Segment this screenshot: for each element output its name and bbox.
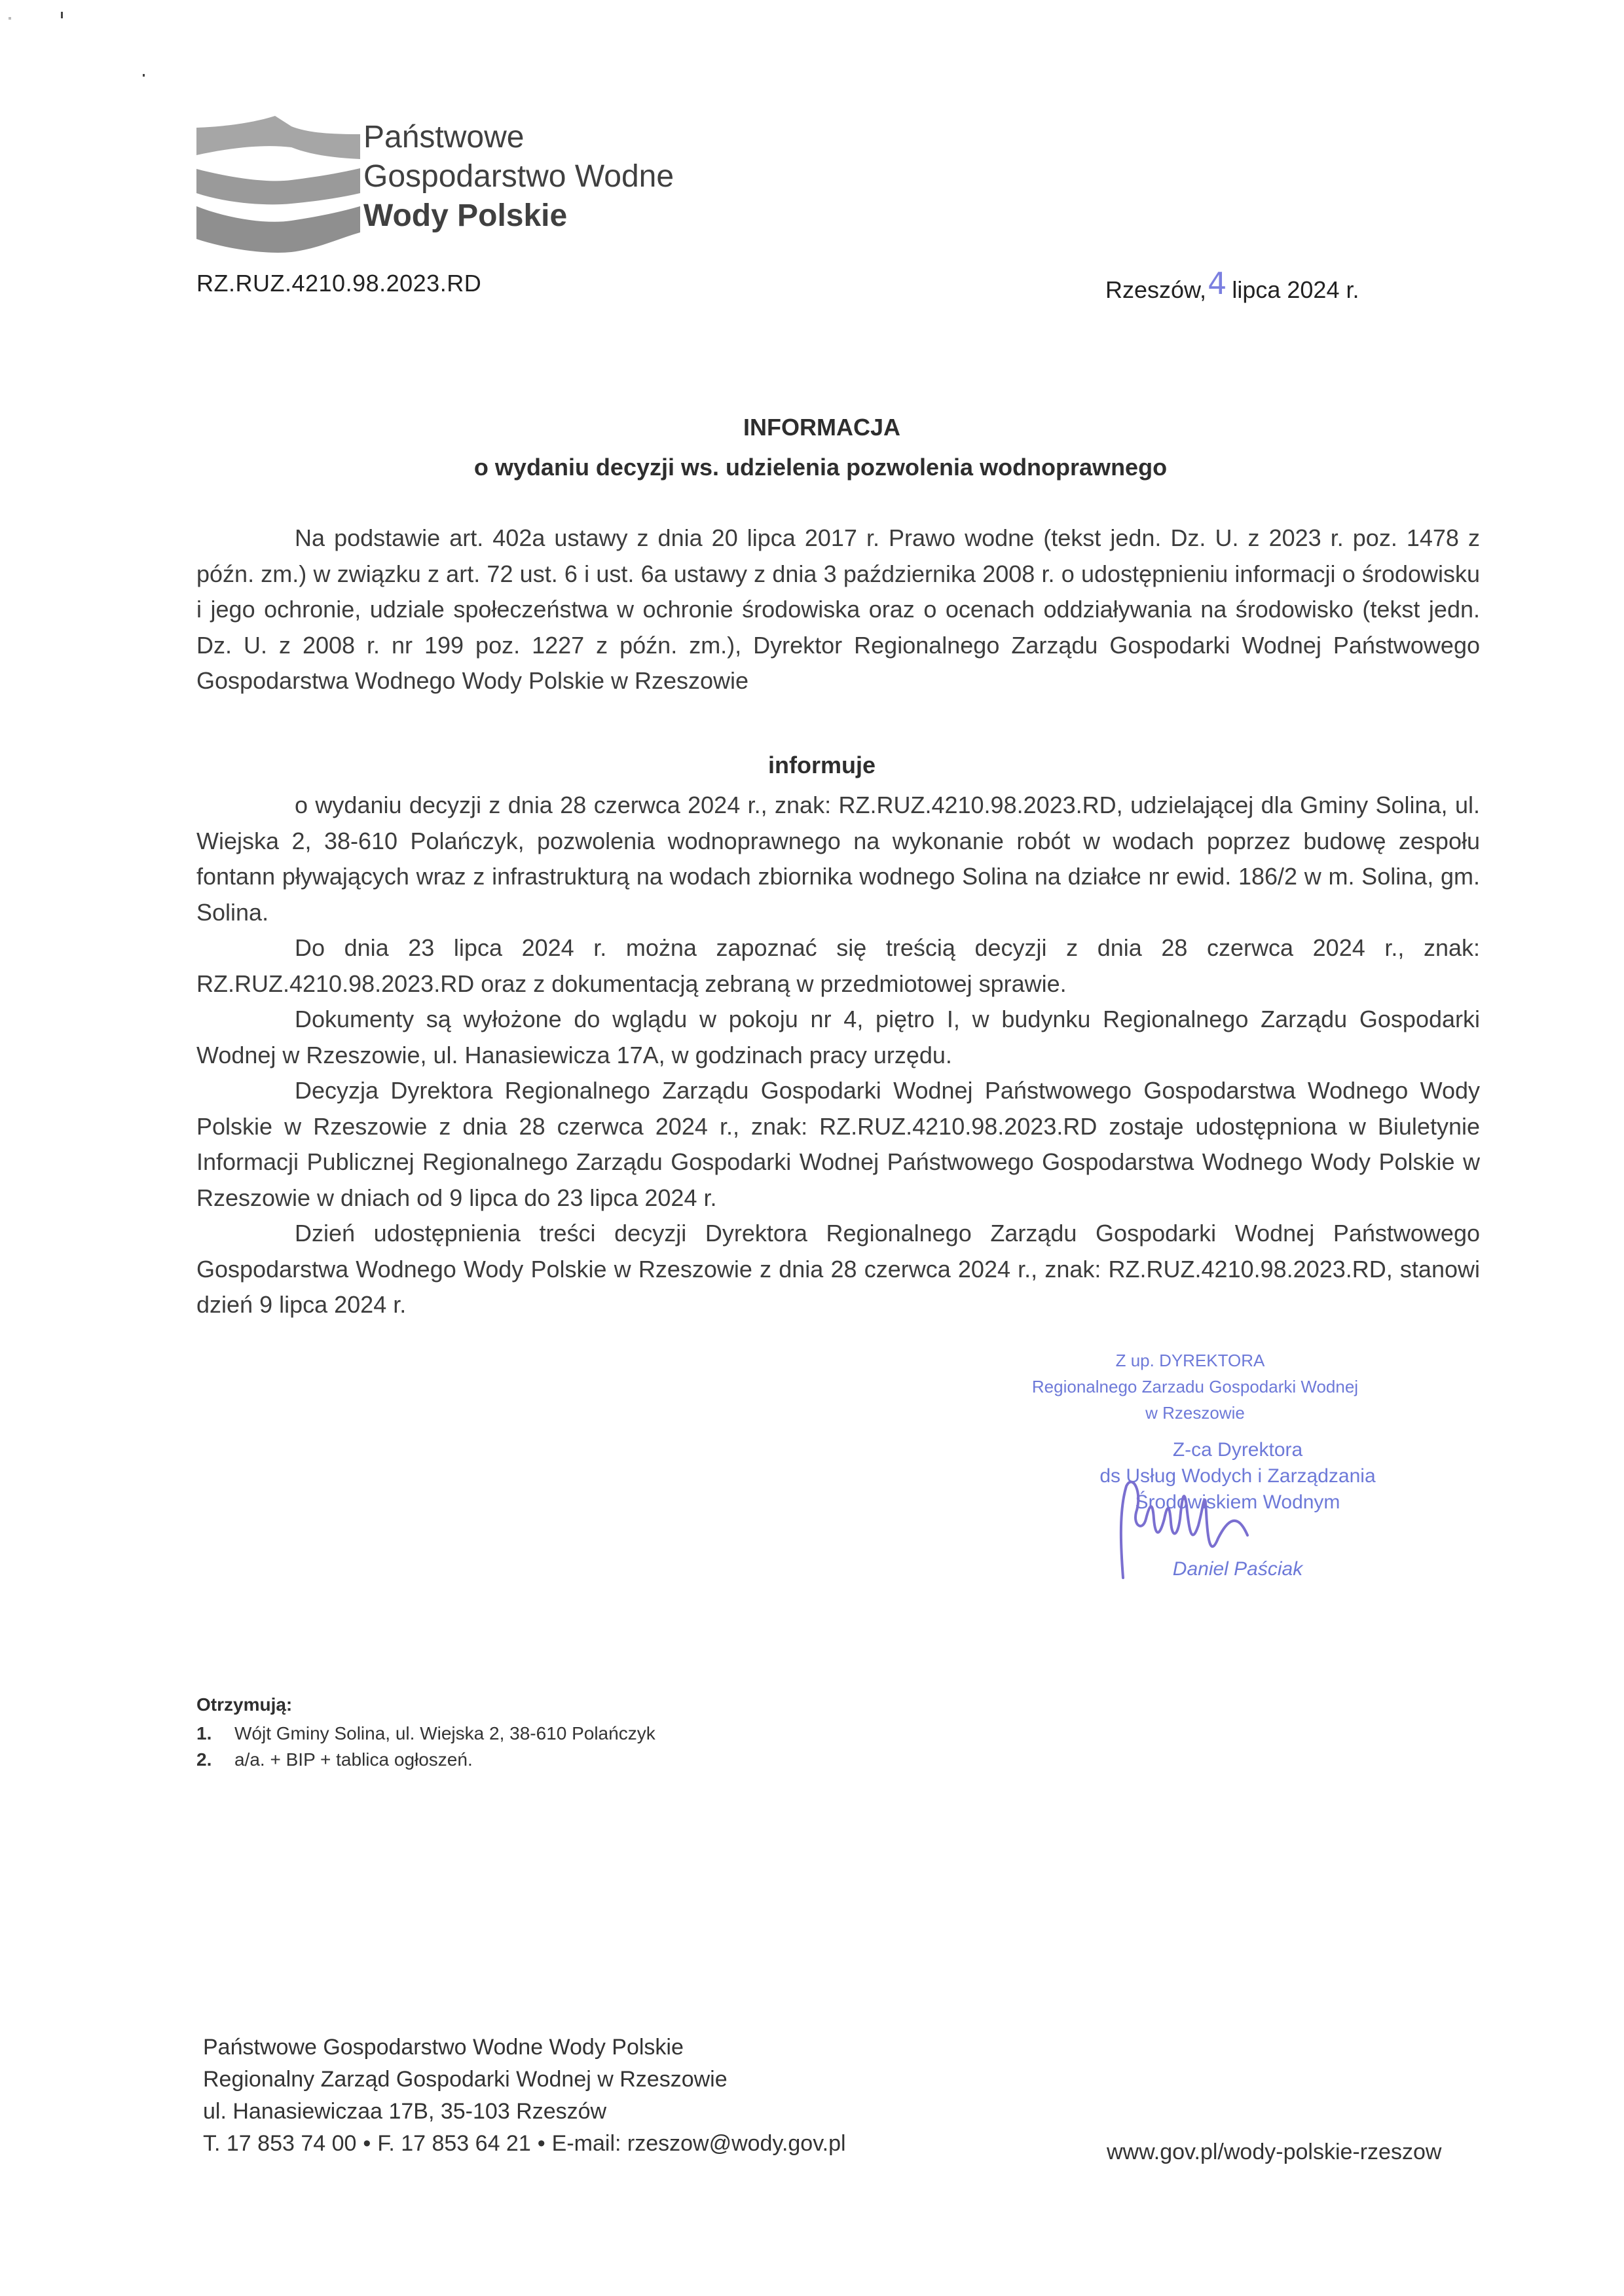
recipient-item xyxy=(196,1721,655,1747)
footer-email[interactable]: E-mail: rzeszow@wody.gov.pl xyxy=(551,2131,846,2156)
recipient-item xyxy=(196,1747,655,1773)
stamp-role-1: Z-ca Dyrektora xyxy=(1172,1439,1303,1461)
document-date xyxy=(1105,266,1359,305)
stamp-line-1: Z up. DYREKTORA xyxy=(1115,1351,1265,1370)
footer-website-link[interactable]: www.gov.pl/wody-polskie-rzeszow xyxy=(1107,2140,1442,2164)
intro-paragraph: Na podstawie art. 402a ustawy z dnia 20 lipca 2017 r. Prawo wodne (tekst jedn. Dz. U. z 2023 r. poz. 1478 z późn. zm.) w związku z art. 72 ust. 6 i ust. 6a ustawy z dnia 3 października 2008 r. o udostępnieniu informacji o środowisku i jego ochronie, udziale społeczeństwa w ochronie środowiska oraz o ocenach oddziaływania na środowisko (tekst jedn. Dz. U. z 2008 r. nr 199 poz. 1227 z późn. zm.), Dyrektor Regionalnego Zarządu Gospodarki Wodnej Państwowego Gospodarstwa Wodnego Wody Polskie w Rzeszowie xyxy=(196,524,1480,694)
recipient-number: 2. xyxy=(196,1749,212,1770)
date-suffix: lipca 2024 r. xyxy=(1232,276,1359,303)
logo-line-3: Wody Polskie xyxy=(363,198,568,233)
recipient-text: Wójt Gminy Solina, ul. Wiejska 2, 38-610 Polańczyk xyxy=(234,1723,655,1743)
informuje-heading xyxy=(0,752,1624,779)
scan-speck xyxy=(9,17,11,20)
body-paragraph: Do dnia 23 lipca 2024 r. można zapoznać się treścią decyzji z dnia 28 czerwca 2024 r., znak: RZ.RUZ.4210.98.2023.RD oraz z dokumentacją zebraną w przedmiotowej sprawie. xyxy=(196,934,1480,997)
scan-speck xyxy=(61,12,63,18)
wody-polskie-logo-icon xyxy=(193,115,363,259)
stamp-line-2: Regionalnego Zarzadu Gospodarki Wodnej xyxy=(1031,1377,1359,1396)
body-paragraph: Decyzja Dyrektora Regionalnego Zarządu Gospodarki Wodnej Państwowego Gospodarstwa Wodnego Wody Polskie w Rzeszowie z dnia 28 czerwca 2024 r., znak: RZ.RUZ.4210.98.2023.RD zostaje udostępniona w Biuletynie Informacji Publicznej Regionalnego Zarządu Gospodarki Wodnej Państwowego Gospodarstwa Wodnego Wody Polskie w Rzeszowie w dniach od 9 lipca do 23 lipca 2024 r. xyxy=(196,1077,1480,1211)
recipients-heading: Otrzymują: xyxy=(196,1694,293,1715)
recipient-number: 1. xyxy=(196,1723,212,1743)
bullet-icon: • xyxy=(363,2131,371,2156)
document-reference: RZ.RUZ.4210.98.2023.RD xyxy=(196,270,482,297)
intro-section xyxy=(196,520,1480,699)
footer-phone: T. 17 853 74 00 xyxy=(203,2131,357,2156)
scan-speck xyxy=(143,74,145,77)
stamp-line-3: w Rzeszowie xyxy=(1145,1403,1245,1423)
footer-line-3: ul. Hanasiewiczaa 17B, 35-103 Rzeszów xyxy=(203,2099,607,2124)
title-line-2: o wydaniu decyzji ws. udzielenia pozwolenia wodnoprawnego xyxy=(473,454,1168,481)
body-paragraph: Dzień udostępnienia treści decyzji Dyrektora Regionalnego Zarządu Gospodarki Wodnej Państwowego Gospodarstwa Wodnego Wody Polskie w Rzeszowie z dnia 28 czerwca 2024 r., znak: RZ.RUZ.4210.98.2023.RD, stanowi dzień 9 lipca 2024 r. xyxy=(196,1220,1480,1318)
title-subtitle xyxy=(0,454,1624,481)
body-paragraph: o wydaniu decyzji z dnia 28 czerwca 2024 r., znak: RZ.RUZ.4210.98.2023.RD, udzielającej dla Gminy Solina, ul. Wiejska 2, 38-610 Polańczyk, pozwolenia wodnoprawnego na wykonanie robót w wodach poprzez budowę zespołu fontann pływających wraz z infrastrukturą na wodach zbiornika wodnego Solina na działce nr ewid. 186/2 w m. Solina, gm. Solina. xyxy=(196,792,1480,926)
body-section xyxy=(196,788,1480,1323)
title-informacja xyxy=(0,414,1624,441)
informuje-text: informuje xyxy=(767,752,876,778)
stamp-role-3: Środowiskiem Wodnym xyxy=(1135,1491,1340,1513)
stamp-role-2: ds Usług Wodych i Zarządzania xyxy=(1099,1465,1376,1487)
logo-line-1: Państwowe xyxy=(363,120,525,155)
director-stamp xyxy=(950,1347,1441,1426)
footer-line-1: Państwowe Gospodarstwo Wodne Wody Polskie xyxy=(203,2035,684,2060)
footer-address xyxy=(203,2032,846,2160)
bullet-icon: • xyxy=(537,2131,545,2156)
title-line-1: INFORMACJA xyxy=(743,414,900,441)
date-prefix: Rzeszów, xyxy=(1105,276,1207,303)
signatory-name: Daniel Paściak xyxy=(1172,1558,1303,1580)
body-paragraph: Dokumenty są wyłożone do wglądu w pokoju nr 4, piętro I, w budynku Regionalnego Zarządu Gospodarki Wodnej w Rzeszowie, ul. Hanasiewicza 17A, w godzinach pracy urzędu. xyxy=(196,1006,1480,1068)
recipient-text: a/a. + BIP + tablica ogłoszeń. xyxy=(234,1749,473,1770)
footer-fax: F. 17 853 64 21 xyxy=(377,2131,531,2156)
recipients-list xyxy=(196,1721,655,1773)
logo-line-2: Gospodarstwo Wodne xyxy=(363,159,674,194)
footer-contact xyxy=(203,2128,846,2160)
footer-line-2: Regionalny Zarząd Gospodarki Wodnej w Rzeszowie xyxy=(203,2067,728,2092)
handwritten-day: 4 xyxy=(1208,266,1227,301)
logo-text xyxy=(363,118,674,236)
